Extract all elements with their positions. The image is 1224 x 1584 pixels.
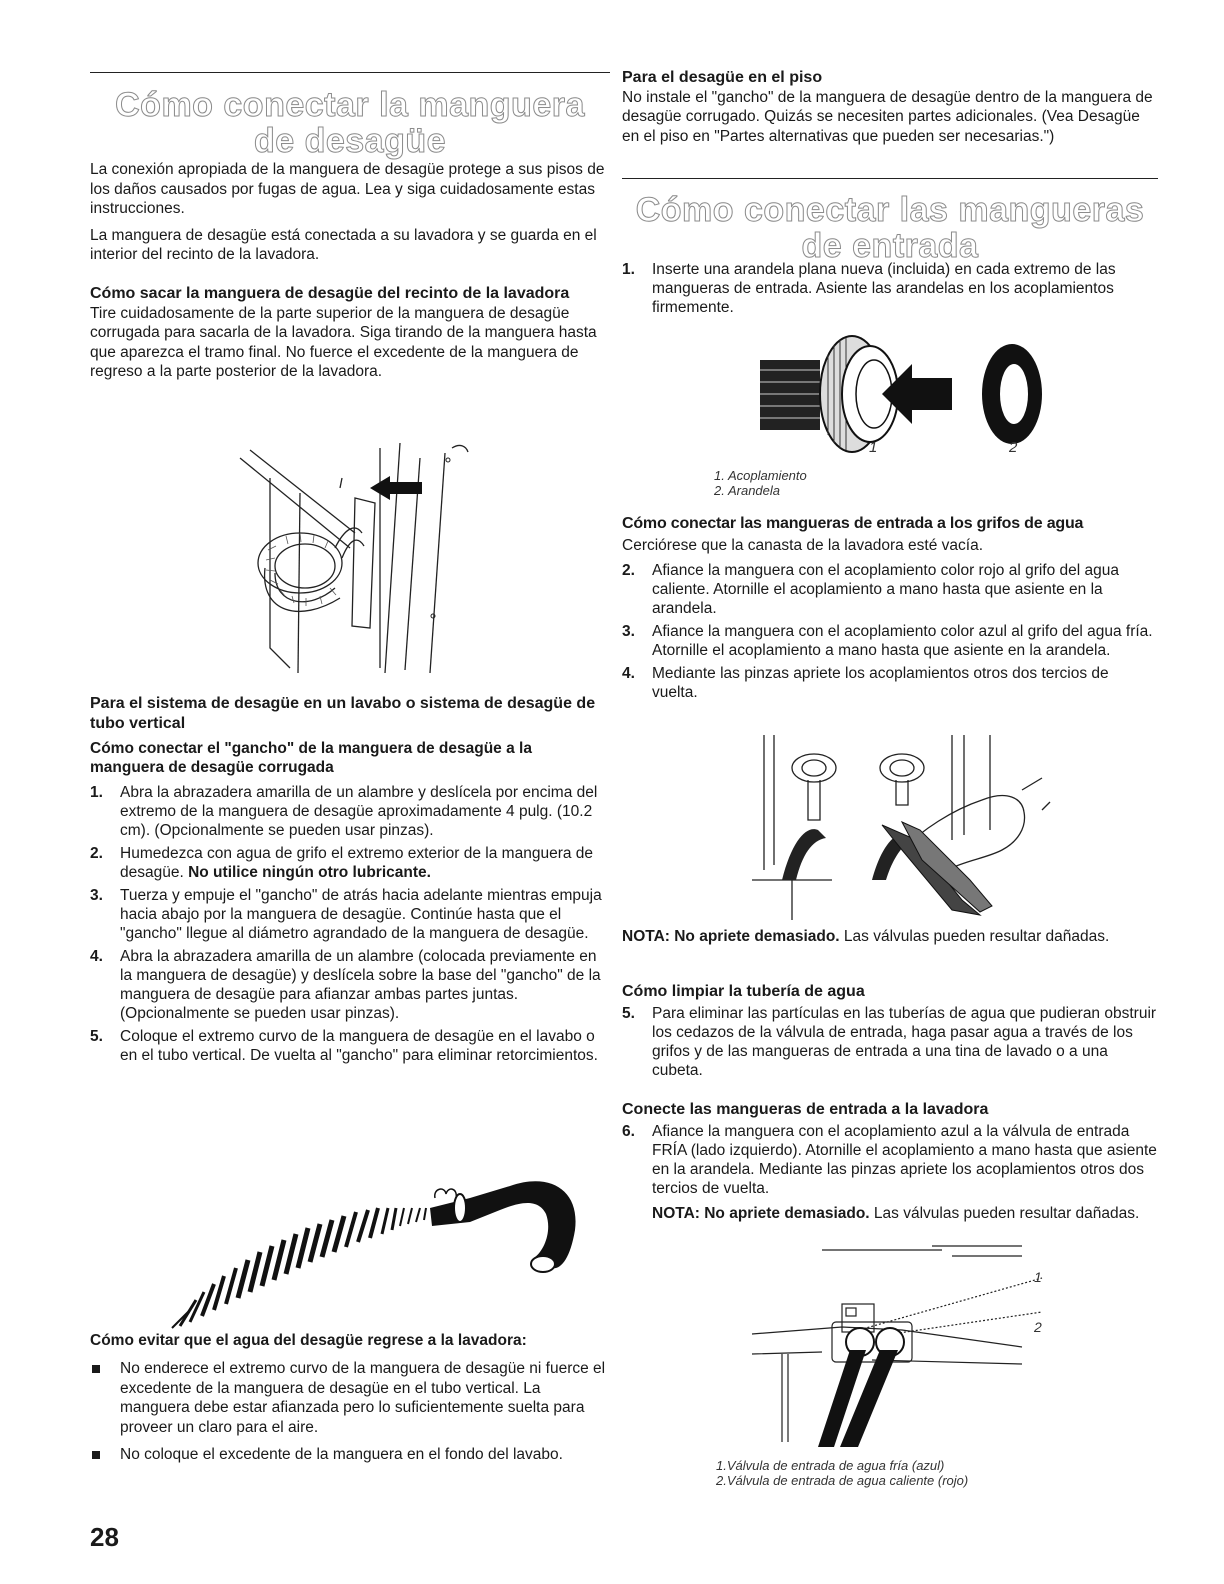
faucet-heading: Cómo conectar las mangueras de entrada a los grifos de agua	[622, 515, 1084, 532]
step-text: Afiance la manguera con el acoplamiento azul a la válvula de entrada FRÍA (lado izquierdo). Atornille el acoplamiento a mano hasta que asiente en la arandela. Mediante las pinzas apriete los acoplamientos otros dos tercios de vuelta.	[652, 1123, 1157, 1197]
washer-step-list	[622, 260, 1158, 321]
faucet-step-4	[622, 664, 1158, 702]
intro-paragraph-2: La manguera de desagüe está conectada a su lavadora y se guarda en el interior del recinto de la lavadora.	[90, 226, 597, 263]
hot-valve-label-2: 2	[1034, 1319, 1042, 1335]
sink-drain-heading: Para el sistema de desagüe en un lavabo o sistema de desagüe de tubo vertical	[90, 695, 596, 732]
coupling-label-1: 1	[869, 439, 878, 456]
note-text: Las válvulas pueden resultar dañadas.	[869, 1205, 1140, 1222]
valves-caption	[716, 1458, 968, 1488]
inlet-hose-title-line1: Cómo conectar las mangueras	[635, 191, 1145, 229]
hook-step-5	[90, 1027, 610, 1065]
backflow-section	[90, 1331, 610, 1350]
faucet-step-3	[622, 622, 1158, 660]
washer-connect-heading: Conecte las mangueras de entrada a la lavadora	[622, 1101, 989, 1118]
step-text: Tuerza y empuje el "gancho" de atrás hacia adelante mientras empuja hacia abajo por la manguera de desagüe. Continúe hasta que el "gancho" llegue al diámetro agrandado de la manguera de desagüe.	[120, 887, 602, 942]
drain-intro	[90, 160, 610, 265]
note-text: Las válvulas pueden resultar dañadas.	[839, 928, 1110, 945]
backflow-bullets	[90, 1359, 610, 1473]
step-text: Afiance la manguera con el acoplamiento color rojo al grifo del agua caliente. Atornille el acoplamiento a mano hasta que asiente en la arandela.	[652, 562, 1120, 617]
washer-connect-section	[622, 1100, 1158, 1120]
step-text: Afiance la manguera con el acoplamiento color azul al grifo del agua fría. Atornille el acoplamiento a mano hasta que asiente en la arandela.	[652, 623, 1153, 659]
caption-washer: 2. Arandela	[714, 483, 781, 498]
page-number: 28	[90, 1522, 119, 1552]
inlet-valves-illustration	[742, 1242, 1062, 1452]
floor-drain-heading: Para el desagüe en el piso	[622, 69, 823, 86]
step-number: 5.	[90, 1028, 103, 1045]
backflow-bullet-1	[90, 1359, 610, 1437]
step-warning: No utilice ningún otro lubricante.	[188, 864, 431, 881]
inlet-hose-title	[622, 192, 1158, 264]
step-text: Coloque el extremo curvo de la manguera de desagüe en el lavabo o en el tubo vertical. De vuelta al "gancho" para eliminar retorcimientos.	[120, 1028, 598, 1064]
sink-drain-section	[90, 694, 610, 777]
inlet-hose-title-line2: de entrada	[801, 227, 979, 265]
cold-valve-label-1: 1	[1034, 1269, 1042, 1285]
step-number: 6.	[622, 1123, 635, 1140]
note-2	[652, 1204, 1158, 1224]
hose-cabinet-illustration	[230, 438, 470, 678]
step-number: 2.	[622, 562, 635, 579]
corrugated-hose-illustration	[150, 1150, 590, 1340]
bullet-square-icon	[92, 1451, 100, 1459]
step-text: Inserte una arandela plana nueva (incluida) en cada extremo de las mangueras de entrada. Asiente las arandelas en los acoplamientos firmemente.	[652, 261, 1116, 316]
drain-hose-title-line1: Cómo conectar la manguera	[115, 86, 585, 124]
washer-step-6	[622, 1122, 1158, 1198]
step-text: Abra la abrazadera amarilla de un alambre y deslícela por encima del extremo de la manguera de desagüe aproximadamente 4 pulg. (10.2 cm). (Opcionalmente se pueden usar pinzas).	[120, 784, 598, 839]
caption-hot-valve: 2.Válvula de entrada de agua caliente (rojo)	[716, 1473, 969, 1488]
top-rule-left	[90, 72, 610, 73]
remove-hose-heading: Cómo sacar la manguera de desagüe del recinto de la lavadora	[90, 285, 570, 302]
faucet-section	[622, 514, 1162, 555]
clean-pipe-section	[622, 982, 1158, 1002]
faucet-steps-list	[622, 561, 1158, 706]
washer-steps-list	[622, 1122, 1158, 1202]
clean-steps-list	[622, 1004, 1158, 1084]
coupling-caption	[714, 468, 807, 498]
floor-drain-section	[622, 68, 1158, 146]
step-number: 2.	[90, 845, 103, 862]
backflow-bullet-2	[90, 1445, 610, 1465]
note-bold: NOTA: No apriete demasiado.	[652, 1205, 870, 1222]
hook-step-2	[90, 844, 610, 882]
intro-paragraph-1: La conexión apropiada de la manguera de desagüe protege a sus pisos de los daños causados por fugas de agua. Lea y siga cuidadosamente estas instrucciones.	[90, 161, 605, 217]
inlet-step-1	[622, 260, 1158, 317]
caption-cold-valve: 1.Válvula de entrada de agua fría (azul)	[716, 1458, 945, 1473]
coupling-washer-illustration	[752, 330, 1072, 460]
section-rule-right	[622, 178, 1158, 179]
remove-hose-section	[90, 284, 610, 382]
floor-drain-text: No instale el "gancho" de la manguera de desagüe dentro de la manguera de desagüe corrugado. Quizás se necesiten partes adicionales. (Vea Desagüe en el piso en "Partes alternativas que pueden ser necesarias.")	[622, 88, 1153, 145]
step-number: 3.	[90, 887, 103, 904]
faucet-intro: Cerciórese que la canasta de la lavadora esté vacía.	[622, 536, 984, 554]
note-bold: NOTA: No apriete demasiado.	[622, 928, 840, 945]
bullet-square-icon	[92, 1365, 100, 1373]
backflow-heading: Cómo evitar que el agua del desagüe regrese a la lavadora:	[90, 1332, 527, 1349]
step-text: Mediante las pinzas apriete los acoplamientos otros dos tercios de vuelta.	[652, 665, 1109, 701]
note-1	[622, 927, 1158, 947]
step-text: Para eliminar las partículas en las tuberías de agua que pudieran obstruir los cedazos de la válvula de entrada, haga pasar agua a través de los grifos y de las mangueras de entrada a una tina de lavado o a una cubeta.	[652, 1005, 1157, 1079]
step-number: 3.	[622, 623, 635, 640]
caption-coupling: 1. Acoplamiento	[714, 468, 807, 483]
clean-pipe-heading: Cómo limpiar la tubería de agua	[622, 983, 865, 1000]
hook-step-3	[90, 886, 610, 943]
clean-step-5	[622, 1004, 1158, 1080]
bullet-text: No coloque el excedente de la manguera en el fondo del lavabo.	[120, 1446, 563, 1463]
hook-connect-heading: Cómo conectar el "gancho" de la manguera de desagüe a la manguera de desagüe corrugada	[90, 740, 532, 776]
hook-step-4	[90, 947, 610, 1023]
pliers-faucet-illustration	[752, 730, 1052, 920]
drain-hose-title-line2: de desagüe	[253, 122, 447, 160]
step-number: 1.	[90, 784, 103, 801]
step-number: 1.	[622, 261, 635, 278]
washer-label-2: 2	[1009, 439, 1018, 456]
step-text: Abra la abrazadera amarilla de un alambre (colocada previamente en la manguera de desagüe) y deslícela sobre la base del "gancho" de la manguera de desagüe para afianzar ambas partes juntas. (Opcionalmente se pueden usar pinzas).	[120, 948, 601, 1022]
step-text: Humedezca con agua de grifo el extremo exterior de la manguera de desagüe.	[120, 845, 594, 881]
hook-step-1	[90, 783, 610, 840]
drain-hose-title	[90, 87, 610, 159]
remove-hose-text: Tire cuidadosamente de la parte superior de la manguera de desagüe corrugada para sacarla de la lavadora. Siga tirando de la manguera hasta que aparezca el tramo final. No fuerce el excedente de la manguera de regreso a la parte posterior de la lavadora.	[90, 304, 597, 380]
faucet-step-2	[622, 561, 1158, 618]
bullet-text: No enderece el extremo curvo de la manguera de desagüe ni fuerce el excedente de la manguera de desagüe en el tubo vertical. La manguera debe estar afianzada pero lo suficientemente suelta para proveer un claro para el aire.	[120, 1360, 606, 1436]
step-number: 4.	[90, 948, 103, 965]
step-number: 4.	[622, 665, 635, 682]
hook-steps-list	[90, 783, 610, 1069]
step-number: 5.	[622, 1005, 635, 1022]
